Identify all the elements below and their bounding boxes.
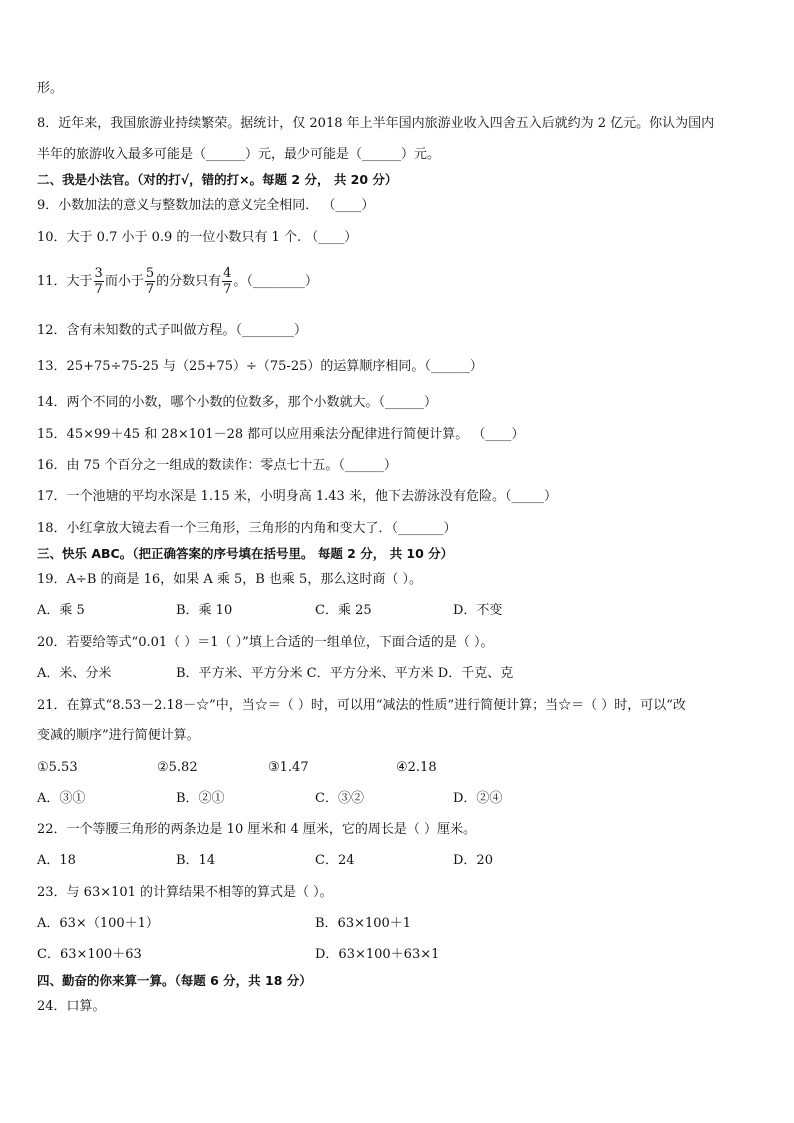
q22-option-b: B．14 xyxy=(176,853,216,868)
section-2-heading: 二、我是小法官。（对的打√，错的打×。每题 2 分， 共 20 分） xyxy=(37,172,398,187)
question-18: 18．小红拿放大镜去看一个三角形，三角形的内角和变大了．（_______） xyxy=(37,521,457,536)
q21-option-c: C．③② xyxy=(315,791,364,806)
fraction-numerator: 5 xyxy=(145,266,155,281)
q23-option-d: D．63×100＋63×1 xyxy=(315,947,440,962)
q23-option-b: B．63×100＋1 xyxy=(315,916,412,931)
q21-option-a: A．③① xyxy=(37,791,86,806)
question-23: 23．与 63×101 的计算结果不相等的算式是（ ）。 xyxy=(37,885,333,900)
question-12: 12．含有未知数的式子叫做方程。（________） xyxy=(37,323,308,338)
section-4-heading: 四、勤奋的你来算一算。（每题 6 分，共 18 分） xyxy=(37,973,312,988)
q11-middle2: 的分数只有 xyxy=(156,274,222,289)
question-16: 16．由 75 个百分之一组成的数读作：零点七十五。（______） xyxy=(37,458,397,473)
question-17: 17．一个池塘的平均水深是 1.15 米，小明身高 1.43 米，他下去游泳没有危险。（_____） xyxy=(37,489,557,504)
question-9: 9．小数加法的意义与整数加法的意义完全相同． （____） xyxy=(37,198,375,213)
q21-option-b: B．②① xyxy=(176,791,225,806)
q21-choice-2: ②5.82 xyxy=(157,760,198,775)
q19-option-d: D．不变 xyxy=(453,603,503,618)
q7-tail: 形。 xyxy=(37,81,64,96)
q23-option-c: C．63×100＋63 xyxy=(37,947,142,962)
q21-choice-1: ①5.53 xyxy=(37,760,78,775)
question-10: 10．大于 0.7 小于 0.9 的一位小数只有 1 个. （____） xyxy=(37,230,358,245)
q19-option-b: B．乘 10 xyxy=(176,603,233,618)
fraction-numerator: 4 xyxy=(223,266,232,281)
q20-option-a: A．米、分米 xyxy=(37,666,112,681)
fraction-denominator: 7 xyxy=(145,282,155,297)
fraction-denominator: 7 xyxy=(94,282,103,297)
fraction-5-7 xyxy=(145,266,155,297)
question-11 xyxy=(37,265,318,299)
q21-option-d: D．②④ xyxy=(453,791,503,806)
question-24: 24．口算。 xyxy=(37,999,106,1014)
q21-choice-3: ③1.47 xyxy=(268,760,309,775)
question-20: 20．若要给等式“0.01（ ）＝1（ ）”填上合适的一组单位，下面合适的是（ ）。 xyxy=(37,635,494,650)
q22-option-a: A．18 xyxy=(37,853,76,868)
q8-line2: 半年的旅游收入最多可能是（______）元，最少可能是（______）元。 xyxy=(37,147,441,162)
q19-option-c: C．乘 25 xyxy=(315,603,372,618)
fraction-numerator: 3 xyxy=(94,266,103,281)
fraction-4-7 xyxy=(222,266,232,297)
question-21-line1: 21．在算式“8.53－2.18－☆”中，当☆＝（ ）时，可以用“减法的性质”进行简便计算；当☆＝（ ）时，可以“改 xyxy=(37,698,686,713)
question-21-line2: 变减的顺序”进行简便计算。 xyxy=(37,728,200,743)
question-13: 13．25+75÷75-25 与（25+75）÷（75-25）的运算顺序相同。（______） xyxy=(37,359,483,374)
q11-prefix: 11．大于 xyxy=(37,274,93,289)
question-22: 22．一个等腰三角形的两条边是 10 厘米和 4 厘米，它的周长是（ ）厘米。 xyxy=(37,822,477,837)
q11-suffix: 。（________） xyxy=(233,274,318,289)
q22-option-c: C．24 xyxy=(315,853,355,868)
q23-option-a: A．63×（100＋1） xyxy=(37,916,159,931)
q20-option-bcd: B．平方米、平方分米 C．平方分米、平方米 D．千克、克 xyxy=(176,666,514,681)
fraction-3-7 xyxy=(94,266,104,297)
q22-option-d: D．20 xyxy=(453,853,493,868)
fraction-denominator: 7 xyxy=(223,282,232,297)
section-3-heading: 三、快乐 ABC。（把正确答案的序号填在括号里。 每题 2 分， 共 10 分） xyxy=(37,546,454,561)
q21-choice-4: ④2.18 xyxy=(396,760,437,775)
question-15: 15．45×99＋45 和 28×101－28 都可以应用乘法分配律进行简便计算。 （____） xyxy=(37,427,525,442)
q11-middle: 而小于 xyxy=(104,274,144,289)
q19-option-a: A．乘 5 xyxy=(37,603,85,618)
q8-line1: 8．近年来，我国旅游业持续繁荣。据统计，仅 2018 年上半年国内旅游业收入四舍五入后就约为 2 亿元。你认为国内 xyxy=(37,116,715,131)
question-14: 14．两个不同的小数，哪个小数的位数多，那个小数就大。（______） xyxy=(37,395,438,410)
question-19: 19．A÷B 的商是 16，如果 A 乘 5，B 也乘 5，那么这时商（ ）。 xyxy=(37,572,422,587)
